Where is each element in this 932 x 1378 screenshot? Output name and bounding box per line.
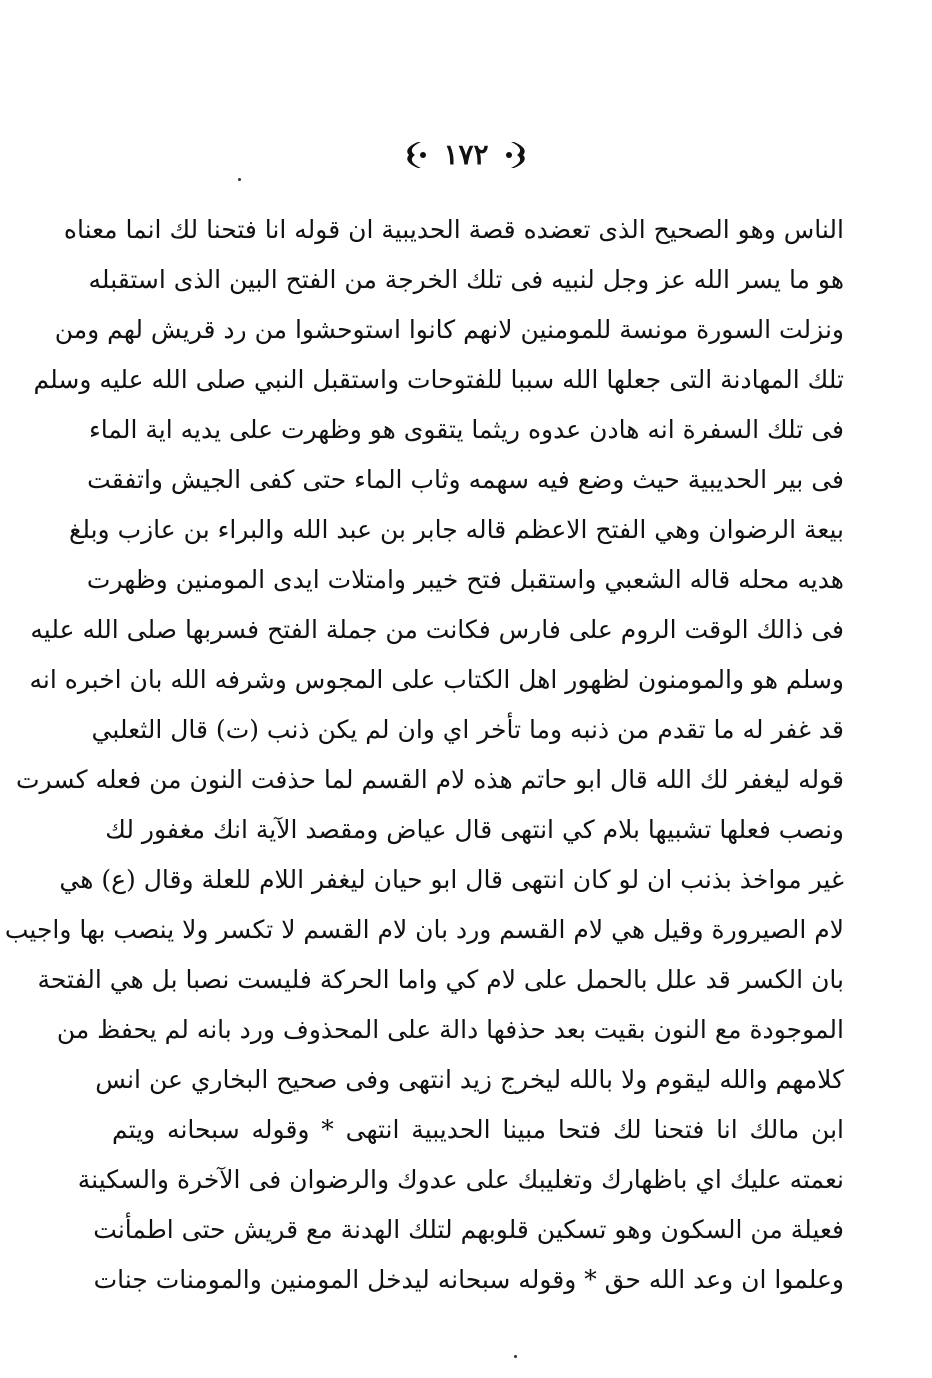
text-line: ونصب فعلها تشبيها بلام كي انتهى قال عياض ومقصد الآية انك مغفور لك [105, 815, 844, 844]
speck-mark [238, 178, 241, 181]
text-line: لام الصيرورة وقيل هي لام القسم ورد بان لام القسم لا تكسر ولا ينصب بها واجيب [4, 915, 844, 944]
text-line: فى تلك السفرة انه هادن عدوه ريثما يتقوى هو وظهرت على يديه اية الماء [89, 415, 844, 444]
text-line: وعلموا ان وعد الله حق * وقوله سبحانه ليدخل المومنين والمومنات جنات [93, 1265, 844, 1294]
text-line: الناس وهو الصحيح الذى تعضده قصة الحديبية ان قوله انا فتحنا لك انما معناه [63, 215, 844, 244]
page-number: ١٧٢ [443, 138, 489, 171]
text-line: كلامهم والله ليقوم ولا بالله ليخرج زيد انتهى وفى صحيح البخاري عن انس [95, 1065, 844, 1094]
text-line: هو ما يسر الله عز وجل لنبيه فى تلك الخرجة من الفتح البين الذى استقبله [88, 265, 844, 294]
text-line: بيعة الرضوان وهي الفتح الاعظم قاله جابر بن عبد الله والبراء بن عازب وبلغ [69, 515, 844, 544]
text-line: فى بير الحديبية حيث وضع فيه سهمه وثاب الماء حتى كفى الجيش واتفقت [87, 465, 844, 494]
text-line: فعيلة من السكون وهو تسكين قلوبهم لتلك الهدنة مع قريش حتى اطمأنت [93, 1215, 844, 1244]
left-ornament-icon [403, 140, 429, 170]
right-ornament-icon [503, 140, 529, 170]
text-line: تلك المهادنة التى جعلها الله سببا للفتوحات واستقبل النبي صلى الله عليه وسلم [33, 365, 844, 394]
text-line: وسلم هو والمومنون لظهور اهل الكتاب على المجوس وشرفه الله بان اخبره انه [29, 665, 844, 694]
body-text [4, 205, 844, 1305]
text-line: ونزلت السورة مونسة للمومنين لانهم كانوا استوحشوا من رد قريش لهم ومن [54, 315, 844, 344]
text-line: نعمته عليك اي باظهارك وتغليبك على عدوك والرضوان فى الآخرة والسكينة [77, 1165, 844, 1194]
text-line: قوله ليغفر لك الله قال ابو حاتم هذه لام القسم لما حذفت النون من فعله كسرت [16, 765, 844, 794]
page-header [0, 133, 932, 177]
text-line: فى ذالك الوقت الروم على فارس فكانت من جملة الفتح فسربها صلى الله عليه [30, 615, 844, 644]
text-line: هديه محله قاله الشعبي واستقبل فتح خيبر وامتلات ايدى المومنين وظهرت [86, 565, 844, 594]
text-line: ابن مالك انا فتحنا لك فتحا مبينا الحديبية انتهى * وقوله سبحانه ويتم [112, 1115, 844, 1144]
text-line: قد غفر له ما تقدم من ذنبه وما تأخر اي وان لم يكن ذنب (ت) قال الثعلبي [91, 715, 844, 744]
text-line: غير مواخذ بذنب ان لو كان انتهى قال ابو حيان ليغفر اللام للعلة وقال (ع) هي [59, 865, 844, 894]
text-line: بان الكسر قد علل بالحمل على لام كي واما الحركة فليست نصبا بل هي الفتحة [37, 965, 844, 994]
speck-mark [514, 1355, 517, 1358]
text-line: الموجودة مع النون بقيت بعد حذفها دالة على المحذوف ورد بانه لم يحفظ من [56, 1015, 844, 1044]
